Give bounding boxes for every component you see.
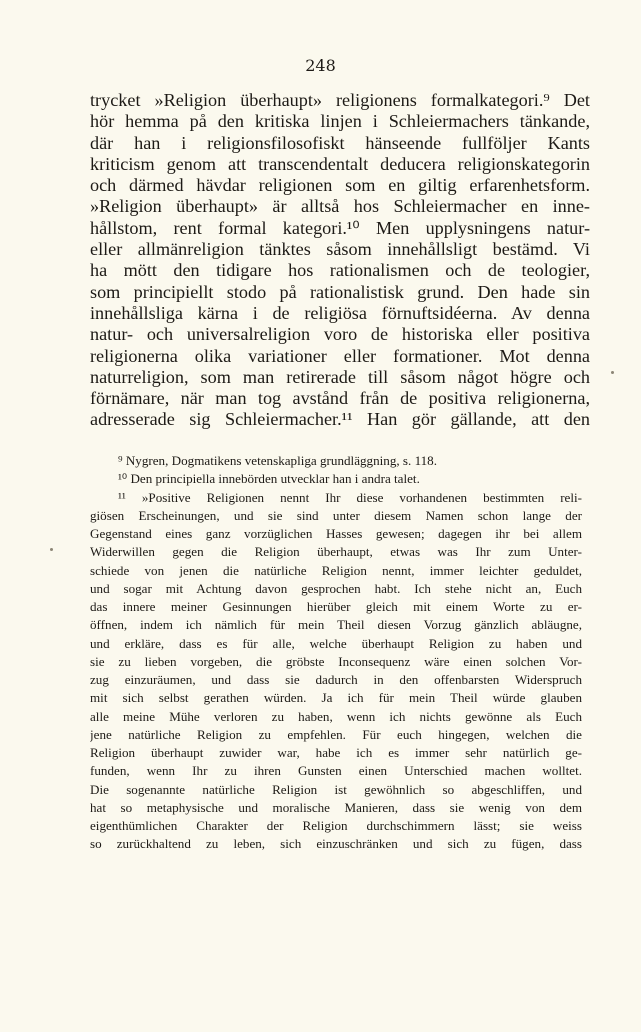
footnote-line: alle meine Mühe verloren zu haben, wenn ich nichts gewönne als Euch — [90, 708, 582, 724]
body-line: naturreligion, som man retirerade till såsom något högre och — [90, 366, 590, 387]
footnote-line: giösen Erscheinungen, und sie sind unter diesem Namen schon lange der — [90, 507, 582, 523]
body-line: natur- och universalreligion voro de historiska eller positiva — [90, 324, 590, 345]
margin-mark — [50, 548, 53, 551]
footnote-line: und sogar mit Achtung davon gesprochen habt. Ich stehe nicht an, Euch — [90, 580, 582, 596]
margin-mark — [611, 371, 614, 374]
footnote-line: Gegenstand eines ganz vorzüglichen Hasses gewesen; dagegen ihr bei allem — [90, 526, 582, 541]
footnote-line: eigenthümlichen Charakter der Religion durchschimmern lässt; sie weiss — [90, 818, 582, 833]
body-line: ha mött den tidigare hos rationalismen och de teologier, — [90, 260, 590, 281]
body-line: eller allmänreligion tänktes såsom innehållsligt bestämd. Vi — [90, 239, 590, 260]
page-number: 248 — [305, 56, 336, 75]
body-line: innehållsliga kärna i de religiösa förnuftsidéerna. Av denna — [90, 302, 590, 323]
footnote-line: Widerwillen gegen die Religion überhaupt, etwas was Ihr zum Unter- — [90, 544, 582, 560]
body-line: där han i religionsfilosofiskt hänseende fullföljer Kants — [90, 132, 590, 153]
footnote-line: mit sich selbst gerathen würden. Ja ich für mein Theil würde glauben — [90, 690, 582, 706]
body-line: »Religion überhaupt» är alltså hos Schleiermacher en inne- — [90, 196, 590, 217]
footnote-line: schiede von jenen die natürliche Religion nennt, immer leichter geduldet, — [90, 562, 582, 578]
footnote-line: ¹⁰ Den principiella innebörden utvecklar han i andra talet. — [118, 471, 420, 487]
footnote-line: ⁹ Nygren, Dogmatikens vetenskapliga grundläggning, s. 118. — [118, 453, 438, 468]
footnote-line: ¹¹ »Positive Religionen nennt Ihr diese vorhandenen bestimmten reli- — [118, 489, 582, 505]
footnote-line: funden, wenn Ihr zu ihren Gunsten einen Unterschied machen wolltet. — [90, 763, 582, 779]
footnote-line: jene natürliche Religion zu empfehlen. Für euch hingegen, welchen die — [90, 726, 582, 742]
footnote-line: das innere meiner Gesinnungen hierüber gleich mit einem Worte zu er- — [90, 599, 582, 614]
body-line: hör hemma på den kritiska linjen i Schleiermachers tänkande, — [90, 111, 590, 132]
body-line: kriticism genom att transcendentalt deducera religionskategorin — [90, 153, 590, 174]
footnote-line: öffnen, indem ich nämlich für mein Theil diesen Vorzug gänzlich abläugne, — [90, 617, 582, 633]
body-text — [90, 90, 590, 431]
body-line: och därmed hävdar religionen som en giltig erfarenhetsform. — [90, 175, 590, 196]
footnotes — [90, 452, 582, 854]
footnote-line: Religion überhaupt zuwider war, habe ich es immer sehr natürlich ge- — [90, 745, 582, 760]
body-line: förnämare, när man tog avstånd från de positiva religionerna, — [90, 388, 590, 409]
body-line: trycket »Religion überhaupt» religionens formalkategori.⁹ Det — [90, 90, 590, 110]
footnote-line: Die sogenannte natürliche Religion ist gewöhnlich so abgeschliffen, und — [90, 781, 582, 797]
footnote-line: zug einzuräumen, und dass sie dadurch in den offenbarsten Widerspruch — [90, 672, 582, 687]
body-line: adresserade sig Schleiermacher.¹¹ Han gör gällande, att den — [90, 409, 590, 430]
footnote-line: und erkläre, dass es für alle, welche überhaupt Religion zu haben und — [90, 635, 582, 651]
footnote-line: so zurückhaltend zu leben, sich einzuschränken und sich zu fügen, dass — [90, 836, 582, 852]
body-line: hållstom, rent formal kategori.¹⁰ Men upplysningens natur- — [90, 217, 590, 238]
footnote-line: hat so metaphysische und moralische Manieren, dass sie wenig von dem — [90, 799, 582, 815]
body-line: religionerna olika variationer eller formationer. Mot denna — [90, 345, 590, 366]
footnote-line: sie zu lieben vorgeben, die gröbste Inconsequenz wäre einen solchen Vor- — [90, 653, 582, 669]
body-line: som principiellt stodo på rationalistisk grund. Den hade sin — [90, 281, 590, 302]
